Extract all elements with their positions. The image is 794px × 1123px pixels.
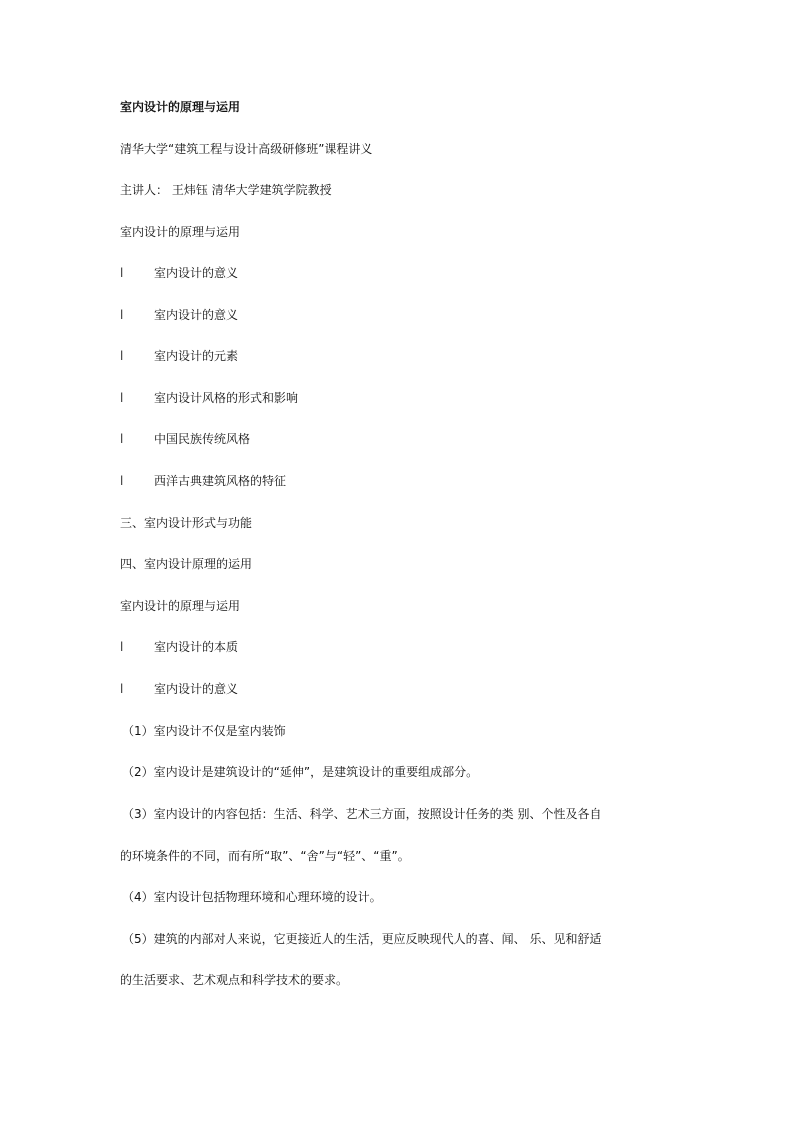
bullet-icon: l [120,474,124,488]
list-item [120,473,286,489]
document-subtitle: 清华大学“建筑工程与设计高级研修班”课程讲义 [120,142,373,156]
document-title: 室内设计的原理与运用 [120,100,241,114]
bullet-icon: l [120,266,124,280]
list-item-text: 室内设计的意义 [154,266,239,280]
list-item-text: 中国民族传统风格 [154,432,251,446]
list-item-text: 室内设计的本质 [154,640,239,654]
bullet-icon: l [120,432,124,446]
bullet-icon: l [120,640,124,654]
paragraph-point: （2）室内设计是建筑设计的“延伸”，是建筑设计的重要组成部分。 [122,765,479,779]
list-item-text: 西洋古典建筑风格的特征 [154,474,287,488]
paragraph-continuation: 的生活要求、艺术观点和科学技术的要求。 [120,973,349,987]
bullet-icon: l [120,391,124,405]
list-item [120,639,238,655]
list-item [120,307,238,323]
bullet-icon: l [120,349,124,363]
list-item-text: 室内设计的意义 [154,308,239,322]
list-item [120,431,250,447]
paragraph-point: （3）室内设计的内容包括：生活、科学、艺术三方面，按照设计任务的类 别、个性及各自 [122,807,602,821]
bullet-icon: l [120,682,124,696]
section-heading-2: 室内设计的原理与运用 [120,599,241,613]
bullet-icon: l [120,308,124,322]
list-item [120,348,238,364]
list-item-text: 室内设计的元素 [154,349,239,363]
list-item-text: 室内设计风格的形式和影响 [154,391,299,405]
paragraph-point: （1）室内设计不仅是室内装饰 [122,724,286,738]
list-item-text: 室内设计的意义 [154,682,239,696]
section-heading-1: 室内设计的原理与运用 [120,225,241,239]
paragraph-continuation: 的环境条件的不同，而有所“取”、“舍”与“轻”、“重”。 [120,849,410,863]
list-item [120,681,238,697]
speaker-line: 主讲人： 王炜钰 清华大学建筑学院教授 [120,183,332,197]
list-item [120,265,238,281]
list-item [120,390,298,406]
section-heading-4: 四、室内设计原理的运用 [120,557,253,571]
paragraph-point: （5）建筑的内部对人来说，它更接近人的生活，更应反映现代人的喜、闻、 乐、见和舒适 [122,932,602,946]
section-heading-3: 三、室内设计形式与功能 [120,516,253,530]
paragraph-point: （4）室内设计包括物理环境和心理环境的设计。 [122,890,382,904]
